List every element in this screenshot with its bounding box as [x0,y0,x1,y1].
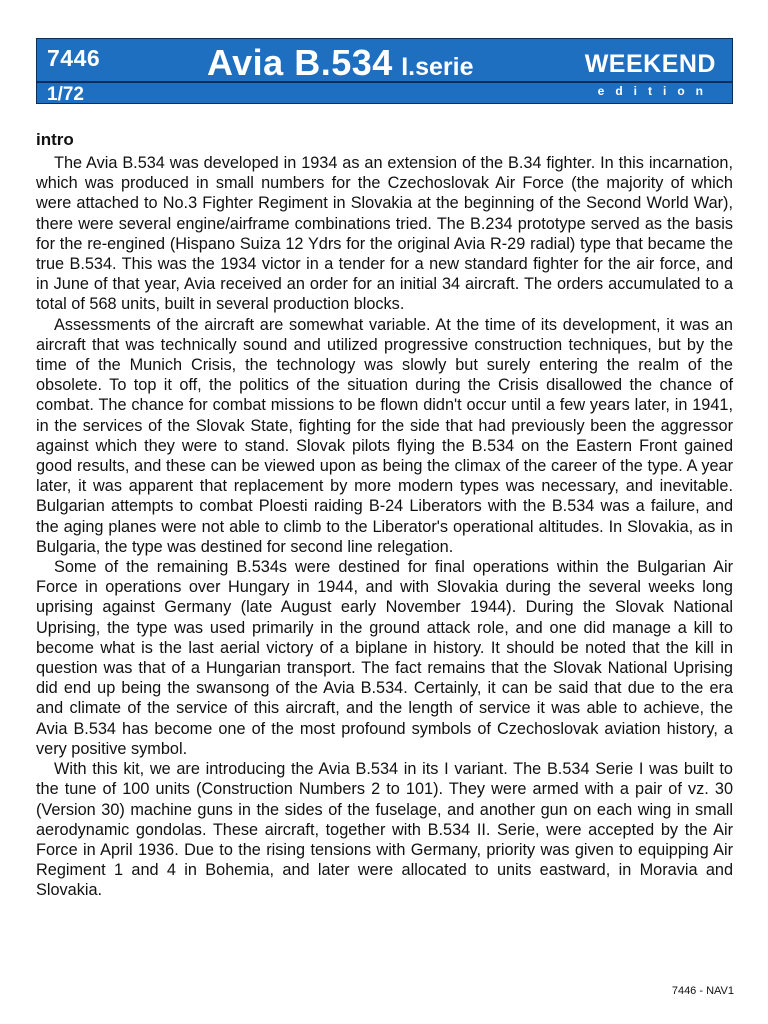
page-title [207,42,474,84]
edition-badge-sub: edition [597,84,714,98]
edition-badge: WEEKEND [584,50,716,78]
paragraph: With this kit, we are introducing the Avia B.534 in its I variant. The B.534 Serie I was built to the tune of 100 units (Construction Numbers 2 to 101). They were armed with a pair of vz. 30 (Version 30) machine guns in the sides of the fuselage, and another gun on each wing in small aerodynamic gondolas. These aircraft, together with B.534 II. Serie, were accepted by the Air Force in April 1936. Due to the rising tensions with Germany, priority was given to equipping Air Regiment 1 and 4 in Bohemia, and later were allocated to units eastward, in Moravia and Slovakia. [36,760,733,900]
paragraph: Assessments of the aircraft are somewhat variable. At the time of its development, it was an aircraft that was technically sound and utilized progressive construction techniques, but by the time of the Munich Crisis, the technology was slowly but surely entering the realm of the obsolete. To top it off, the politics of the situation during the Crisis disallowed the chance of combat. The chance for combat missions to be flown didn't occur until a few years later, in 1941, in the services of the Slovak State, fighting for the side that had previously been the aggressor against which they were to stand. Slovak pilots flying the B.534 on the Eastern Front gained good results, and these can be viewed upon as being the climax of the career of the type. A year later, it was apparent that replacement by more modern types was necessary, and inevitable. Bulgarian attempts to combat Ploesti raiding B-24 Liberators with the B.534 was a failure, and the aging planes were not able to climb to the Liberator's operational altitudes. In Slovakia, as in Bulgaria, the type was destined for second line relegation. [36,315,733,556]
title-main: Avia B.534 [207,42,393,83]
intro-section [36,130,733,901]
kit-number: 7446 [47,45,101,71]
paragraph: The Avia B.534 was developed in 1934 as an extension of the B.34 fighter. In this incarnation, which was produced in small numbers for the Czechoslovak Air Force (the majority of which were attached to No.3 Fighter Regiment in Slovakia at the beginning of the Second World War), there were several engine/airframe combinations tried. The B.234 prototype served as the basis for the re-engined (Hispano Suiza 12 Ydrs for the original Avia R-29 radial) type that became the true B.534. This was the 1934 victor in a tender for a new standard fighter for the air force, and in June of that year, Avia received an order for an initial 34 aircraft. The orders accumulated to a total of 568 units, built in several production blocks. [36,154,733,314]
paragraph: Some of the remaining B.534s were destined for final operations within the Bulgarian Air Force in operations over Hungary in 1944, and with Slovakia during the several weeks long uprising against Germany (late August early November 1944). During the Slovak National Uprising, the type was used primarily in the ground attack role, and one did manage a kill to become what is the last aerial victory of a biplane in history. It should be noted that the kill in question was that of a Hungarian transport. The fact remains that the Slovak National Uprising did end up being the swansong of the Avia B.534. Certainly, it can be said that due to the era and climate of the service of this aircraft, and the length of service it was able to achieve, the Avia B.534 has become one of the most profound symbols of Czechoslovak aviation history, a very positive symbol. [36,558,733,758]
page-code: 7446 - NAV1 [671,985,734,997]
title-subtitle: I.serie [401,53,474,81]
header-banner [36,38,733,104]
section-title: intro [36,130,74,149]
scale-label: 1/72 [47,84,84,105]
